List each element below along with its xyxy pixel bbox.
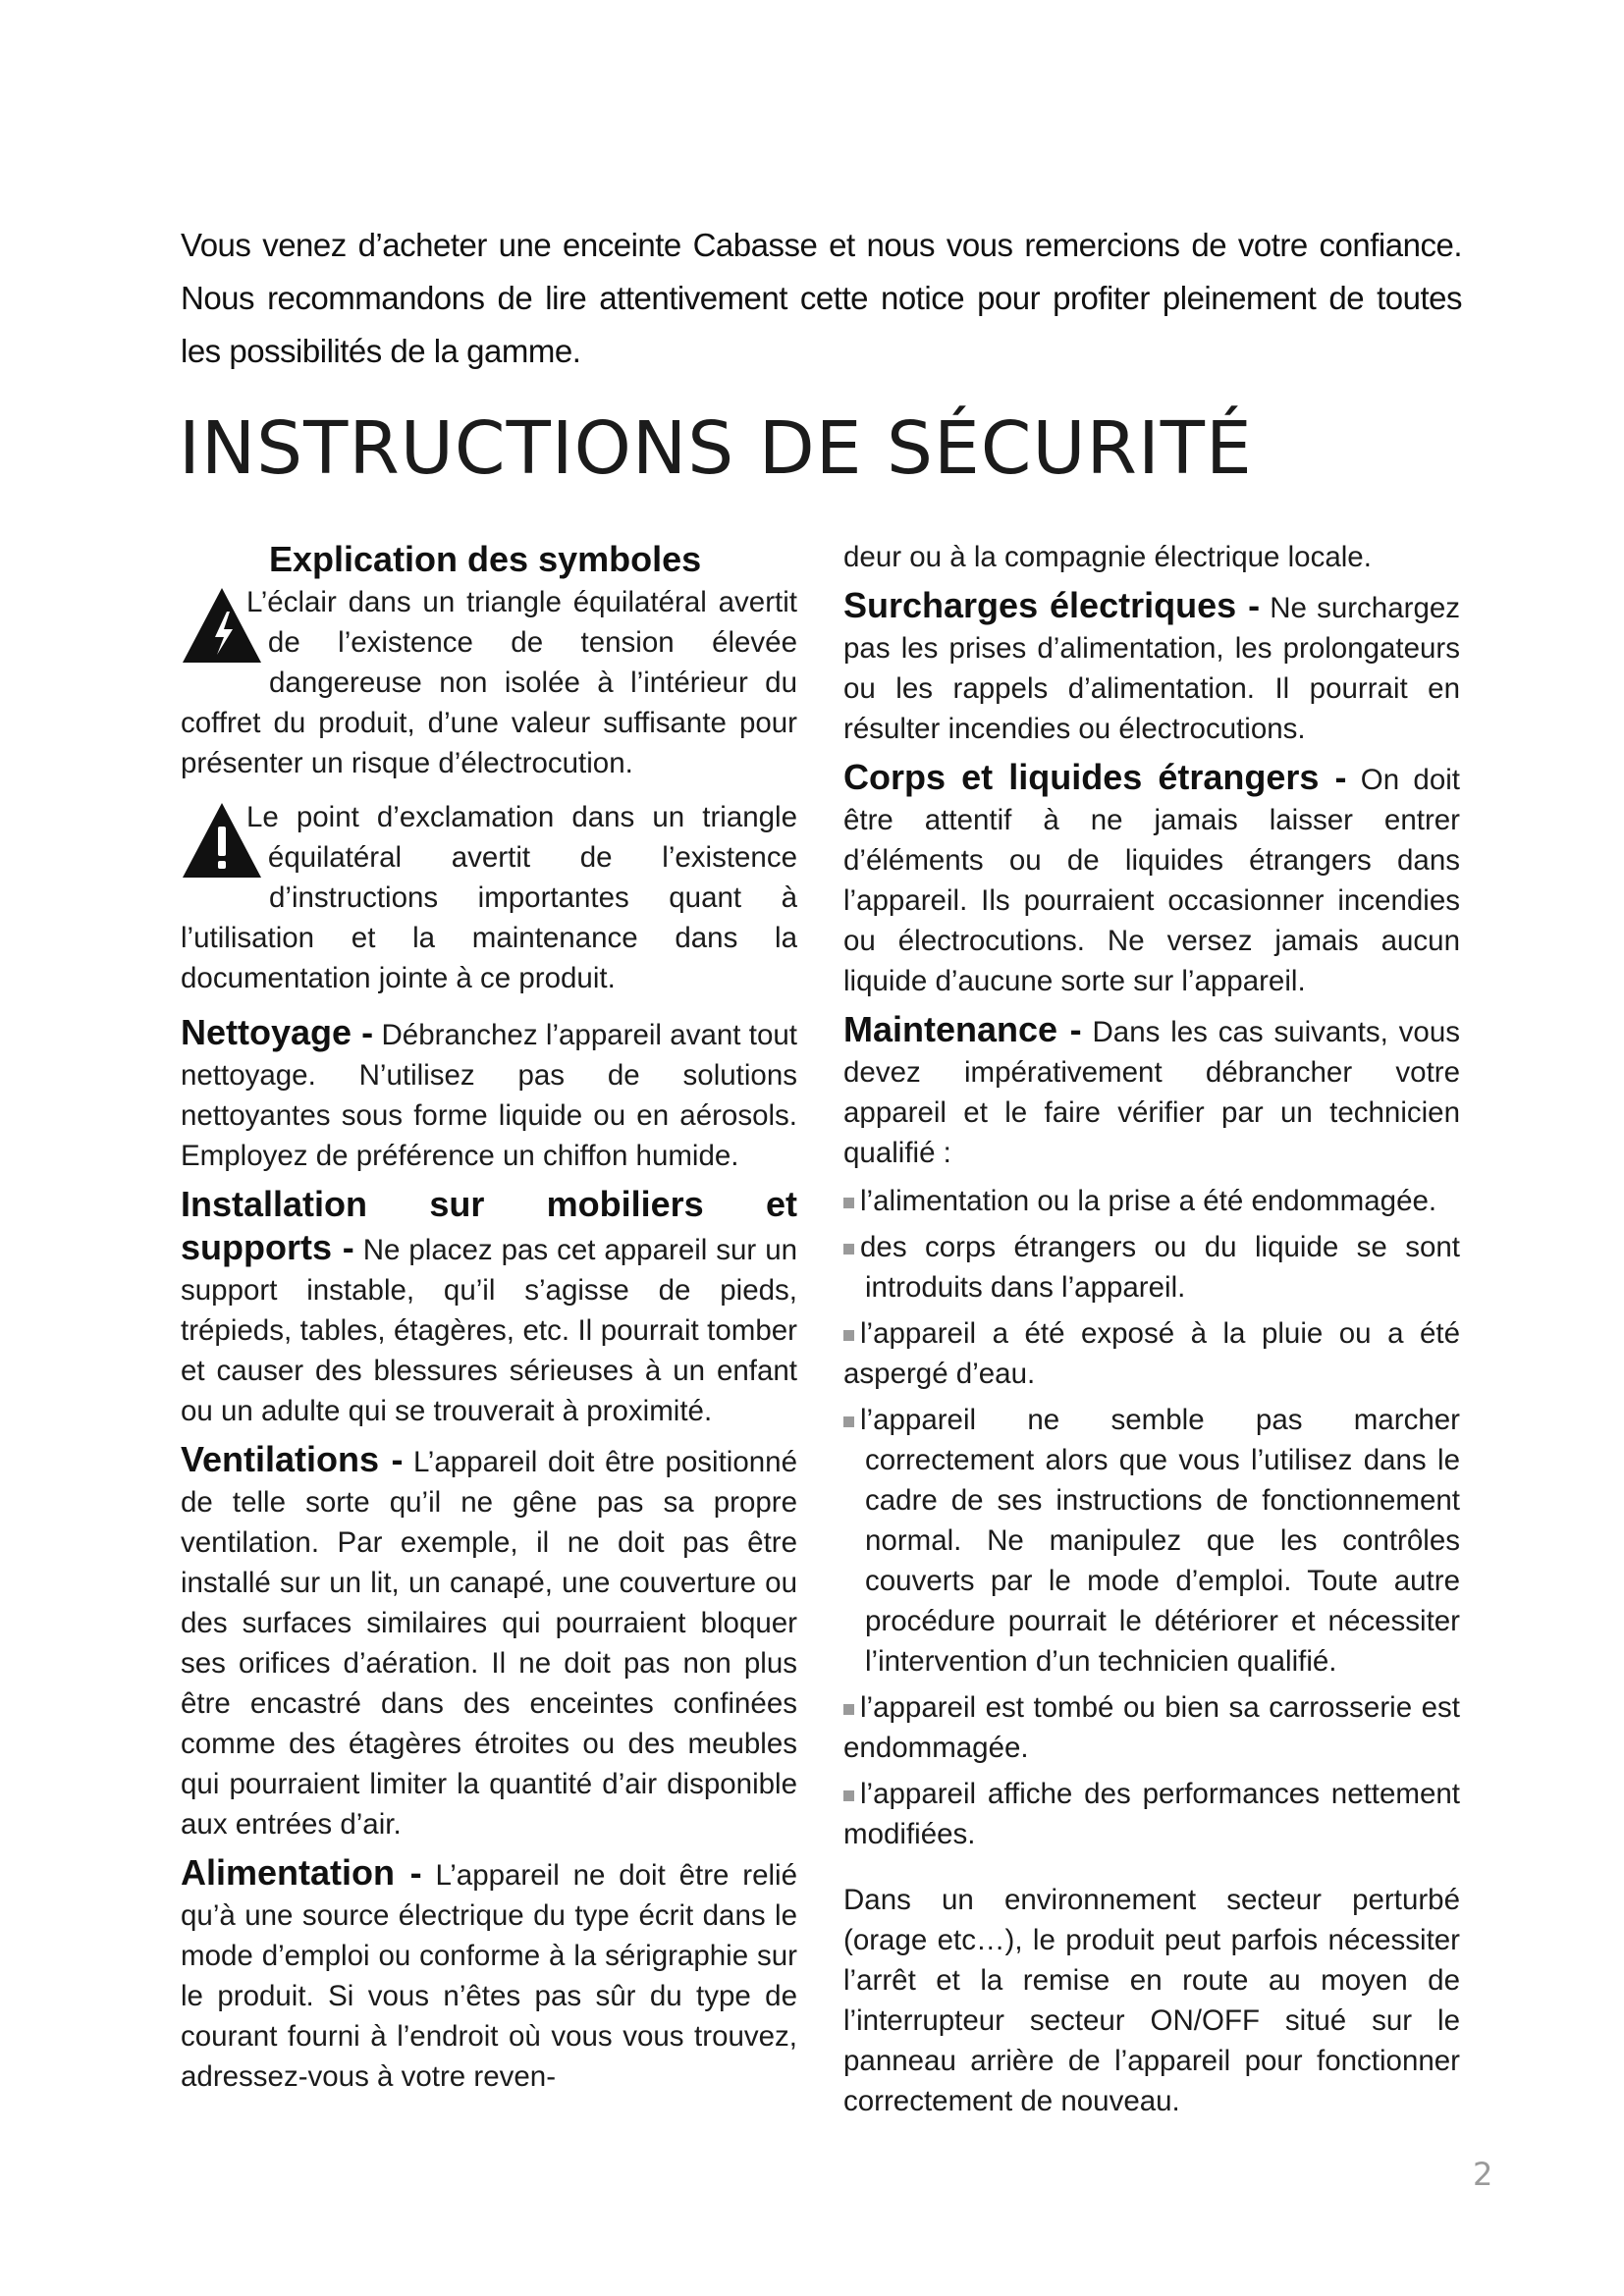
bullet-text: l’alimentation ou la prise a été endommagée. — [860, 1185, 1437, 1217]
list-item — [843, 1687, 1460, 1768]
surcharges-section — [843, 585, 1460, 749]
corps-text: On doit être attentif à ne jamais laisser entrer d’éléments ou de liquides étrangers dans l’appareil. Ils pourraient occasionner incendies ou électrocutions. Ne versez jamais aucun liquide d’aucune sorte sur l’appareil. — [843, 764, 1460, 997]
maintenance-text: Dans les cas suivants, vous devez impérativement débrancher votre appareil et le faire vérifier par un technicien qualifié : — [843, 1016, 1460, 1169]
corps-section — [843, 757, 1460, 1001]
bullet-text: l’appareil ne semble pas marcher correctement alors que vous l’utilisez dans le cadre de ses instructions de fonctionnement normal. Ne manipulez que les contrôles couverts par le mode d’emploi. Toute autre procédure pourrait le détériorer et nécessiter l’intervention d’un technicien qualifié. — [860, 1404, 1460, 1678]
bullet-text: l’appareil est tombé ou bien sa carrosserie est endommagée. — [843, 1691, 1460, 1764]
corps-heading: Corps et liquides étrangers - — [843, 757, 1347, 797]
alimentation-section — [181, 1852, 797, 2097]
alimentation-continued: deur ou à la compagnie électrique locale. — [843, 541, 1372, 573]
symbols-heading: Explication des symboles — [269, 539, 702, 579]
surcharges-text: Ne surchargez pas les prises d’alimentation, les prolongateurs ou les rappels d’alimentation. Il pourrait en résulter incendies ou électrocutions. — [843, 592, 1461, 745]
surcharges-heading: Surcharges électriques - — [843, 585, 1261, 625]
intro-paragraph: Vous venez d’acheter une enceinte Cabasse et nous vous remercions de votre confiance. Nous recommandons de lire attentivement cette notice pour profiter pleinement de toutes les possibilités de la gamme. — [181, 227, 1462, 369]
ventilations-text: L’appareil doit être positionné de telle sorte qu’il ne gêne pas sa propre ventilation. Par exemple, il ne doit pas être installé sur un lit, un canapé, une couverture ou des surfaces similaires qui pourraient bloquer ses orifices d’aération. Il ne doit pas non plus être encastré dans des enceintes confinées comme des étagères étroites ou des meubles qui pourraient limiter la quantité d’air disponible aux entrées d’air. — [181, 1446, 797, 1841]
square-bullet-icon — [843, 1416, 854, 1427]
exclamation-symbol-block — [181, 797, 797, 998]
nettoyage-section — [181, 1012, 797, 1176]
maintenance-heading: Maintenance - — [843, 1009, 1082, 1049]
list-item — [843, 1313, 1460, 1394]
list-item — [843, 1774, 1460, 1854]
square-bullet-icon — [843, 1330, 854, 1341]
bullet-text: des corps étrangers ou du liquide se sont introduits dans l’appareil. — [860, 1231, 1460, 1304]
ventilations-section — [181, 1439, 797, 1844]
nettoyage-text: Débranchez l’appareil avant tout nettoyage. N’utilisez pas de solutions nettoyantes sous forme liquide ou en aérosols. Employez de préférence un chiffon humide. — [181, 1019, 797, 1172]
closing-paragraph: Dans un environnement secteur perturbé (orage etc…), le produit peut parfois nécessiter l’arrêt et la remise en route au moyen de l’interrupteur secteur ON/OFF situé sur le panneau arrière de l’appareil pour fonctionner correctement de nouveau. — [843, 1884, 1460, 2117]
installation-heading: Installation sur mobiliers et supports - — [181, 1184, 797, 1267]
square-bullet-icon — [843, 1198, 854, 1208]
installation-text: Ne placez pas cet appareil sur un support instable, qu’il s’agisse de pieds, trépieds, tables, étagères, etc. Il pourrait tomber et causer des blessures sérieuses à un enfant ou un adulte qui se trouverait à proximité. — [181, 1234, 798, 1427]
installation-section — [181, 1184, 797, 1431]
bullet-text: l’appareil affiche des performances nettement modifiées. — [843, 1778, 1460, 1850]
lightning-symbol-block — [181, 537, 797, 783]
page-title: INSTRUCTIONS DE SÉCURITÉ — [179, 406, 1253, 491]
nettoyage-heading: Nettoyage - — [181, 1012, 374, 1052]
page-number: 2 — [1473, 2156, 1493, 2193]
lightning-text: L’éclair dans un triangle équilatéral avertit de l’existence de tension élevée dangereuse non isolée à l’intérieur du coffret du produit, d’une valeur suffisante pour présenter un risque d’électrocution. — [181, 586, 797, 779]
alimentation-heading: Alimentation - — [181, 1852, 422, 1893]
exclamation-text: Le point d’exclamation dans un triangle équilatéral avertit de l’existence d’instructions importantes quant à l’utilisation et la maintenance dans la documentation jointe à ce produit. — [181, 801, 797, 994]
alimentation-text: L’appareil ne doit être relié qu’à une source électrique du type écrit dans le mode d’emploi ou conforme à la sérigraphie sur le produit. Si vous n’êtes pas sûr du type de courant fourni à l’endroit où vous vous trouvez, adressez-vous à votre reven- — [181, 1859, 797, 2093]
list-item — [843, 1400, 1460, 1682]
square-bullet-icon — [843, 1790, 854, 1801]
right-column — [843, 537, 1460, 2129]
ventilations-heading: Ventilations - — [181, 1439, 404, 1479]
maintenance-section — [843, 1009, 1460, 1173]
list-item — [843, 1181, 1460, 1221]
list-item — [843, 1227, 1460, 1308]
square-bullet-icon — [843, 1244, 854, 1255]
square-bullet-icon — [843, 1704, 854, 1715]
bullet-text: l’appareil a été exposé à la pluie ou a été aspergé d’eau. — [843, 1317, 1460, 1390]
left-column — [181, 537, 797, 2105]
